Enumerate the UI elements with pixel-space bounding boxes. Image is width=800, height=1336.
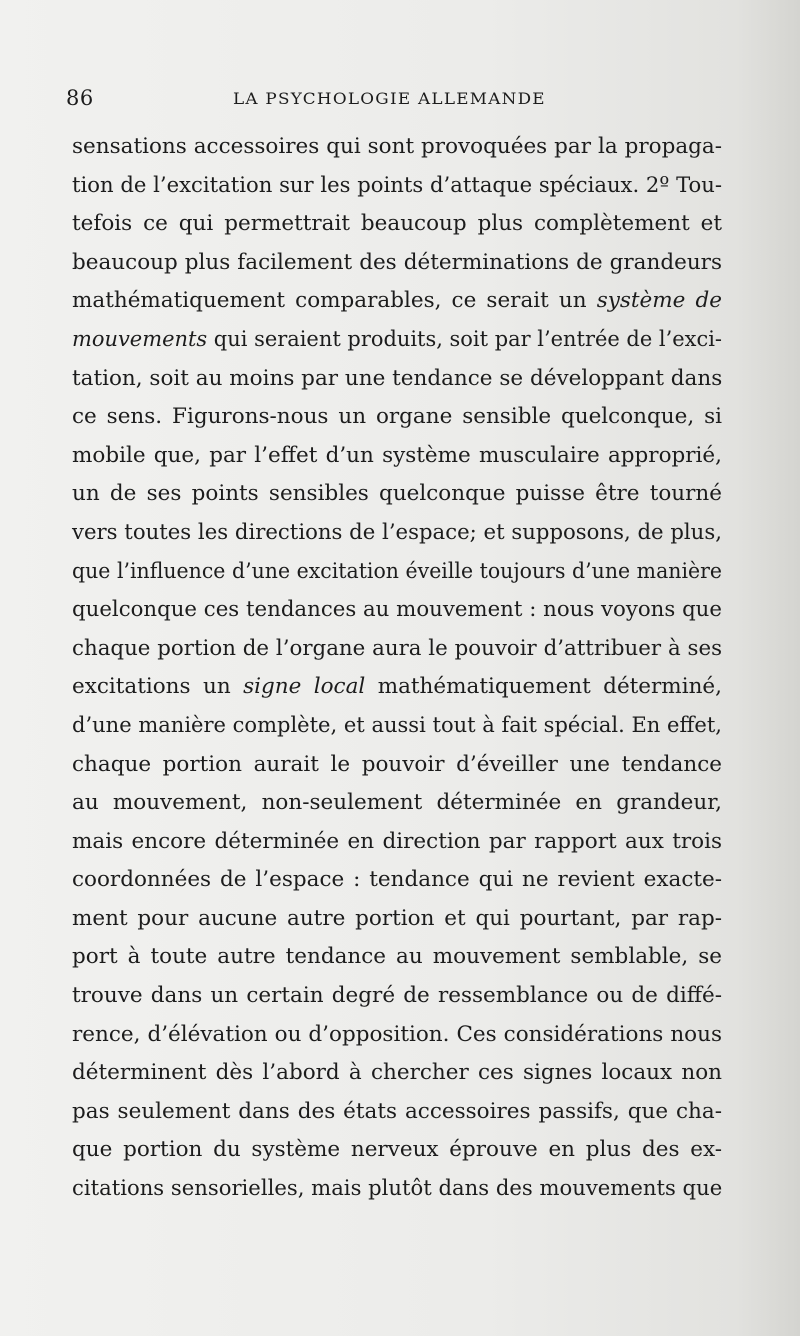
text-line (72, 321, 722, 360)
text-line (72, 746, 722, 785)
text-line (72, 977, 722, 1016)
text-line (72, 1170, 722, 1209)
text-segment: déterminent dès l’abord à chercher ces signes locaux non (72, 1060, 722, 1086)
text-segment: chaque portion de l’organe aura le pouvoir d’attribuer à ses (72, 635, 723, 661)
text-segment: mathématiquement comparables, ce serait un (72, 288, 597, 314)
text-segment: trouve dans un certain degré de ressemblance ou de diffé- (72, 983, 722, 1009)
body-text (72, 128, 722, 1209)
text-line (72, 437, 722, 476)
text-segment: rence, d’élévation ou d’opposition. Ces considérations nous (72, 1021, 722, 1047)
text-line (72, 128, 722, 167)
text-line (72, 707, 722, 746)
text-segment: pas seulement dans des états accessoires passifs, que cha- (72, 1098, 722, 1124)
text-segment: tefois ce qui permettrait beaucoup plus complètement et (72, 211, 722, 237)
text-line (72, 282, 722, 321)
text-line (72, 900, 722, 939)
text-line (72, 167, 722, 206)
text-segment: d’une manière complète, et aussi tout à fait spécial. En effet, (72, 712, 722, 738)
italic-phrase: système de (596, 288, 722, 314)
text-line (72, 360, 722, 399)
text-line (72, 1131, 722, 1170)
text-line (72, 475, 722, 514)
text-segment: quelconque ces tendances au mouvement : nous voyons que (72, 597, 722, 623)
text-segment: que portion du système nerveux éprouve en plus des ex- (72, 1137, 722, 1163)
text-segment: tation, soit au moins par une tendance se développant dans (72, 365, 723, 391)
text-segment: excitations un (72, 674, 244, 700)
text-line (72, 784, 722, 823)
text-segment: que l’influence d’une excitation éveille toujours d’une manière (72, 558, 723, 584)
text-line (72, 514, 722, 553)
text-segment: au mouvement, non-seulement déterminée en grandeur, (72, 790, 722, 816)
text-line (72, 823, 722, 862)
page-number: 86 (66, 86, 94, 110)
italic-phrase: mouvements (72, 326, 208, 352)
text-segment: qui seraient produits, soit par l’entrée de l’exci- (207, 326, 722, 352)
text-line (72, 205, 722, 244)
text-line (72, 668, 722, 707)
text-segment: mobile que, par l’effet d’un système musculaire approprié, (72, 442, 722, 468)
text-segment: citations sensorielles, mais plutôt dans des mouvements que (72, 1176, 723, 1202)
text-line (72, 1054, 722, 1093)
text-segment: mais encore déterminée en direction par rapport aux trois (72, 828, 722, 854)
text-segment: sensations accessoires qui sont provoquées par la propaga- (72, 134, 722, 159)
text-segment: ce sens. Figurons-nous un organe sensible quelconque, si (72, 404, 722, 430)
italic-phrase: signe local (243, 674, 366, 700)
text-line (72, 938, 722, 977)
text-line (72, 591, 722, 630)
text-segment: mathématiquement déterminé, (365, 674, 722, 700)
text-line (72, 553, 722, 592)
text-segment: port à toute autre tendance au mouvement semblable, se (72, 944, 722, 970)
text-segment: coordonnées de l’espace : tendance qui ne revient exacte- (72, 867, 722, 893)
text-line (72, 861, 722, 900)
text-segment: tion de l’excitation sur les points d’attaque spéciaux. 2º Tou- (72, 172, 723, 198)
running-head: LA PSYCHOLOGIE ALLEMANDE (233, 89, 546, 108)
text-line (72, 398, 722, 437)
text-line (72, 1093, 722, 1132)
text-line (72, 1016, 722, 1055)
text-line (72, 630, 722, 669)
text-line (72, 244, 722, 283)
text-segment: un de ses points sensibles quelconque puisse être tourné (72, 481, 722, 507)
text-segment: vers toutes les directions de l’espace; et supposons, de plus, (72, 519, 722, 545)
text-segment: chaque portion aurait le pouvoir d’éveiller une tendance (72, 751, 722, 777)
text-segment: beaucoup plus facilement des déterminations de grandeurs (72, 249, 722, 275)
text-segment: ment pour aucune autre portion et qui pourtant, par rap- (72, 905, 722, 931)
